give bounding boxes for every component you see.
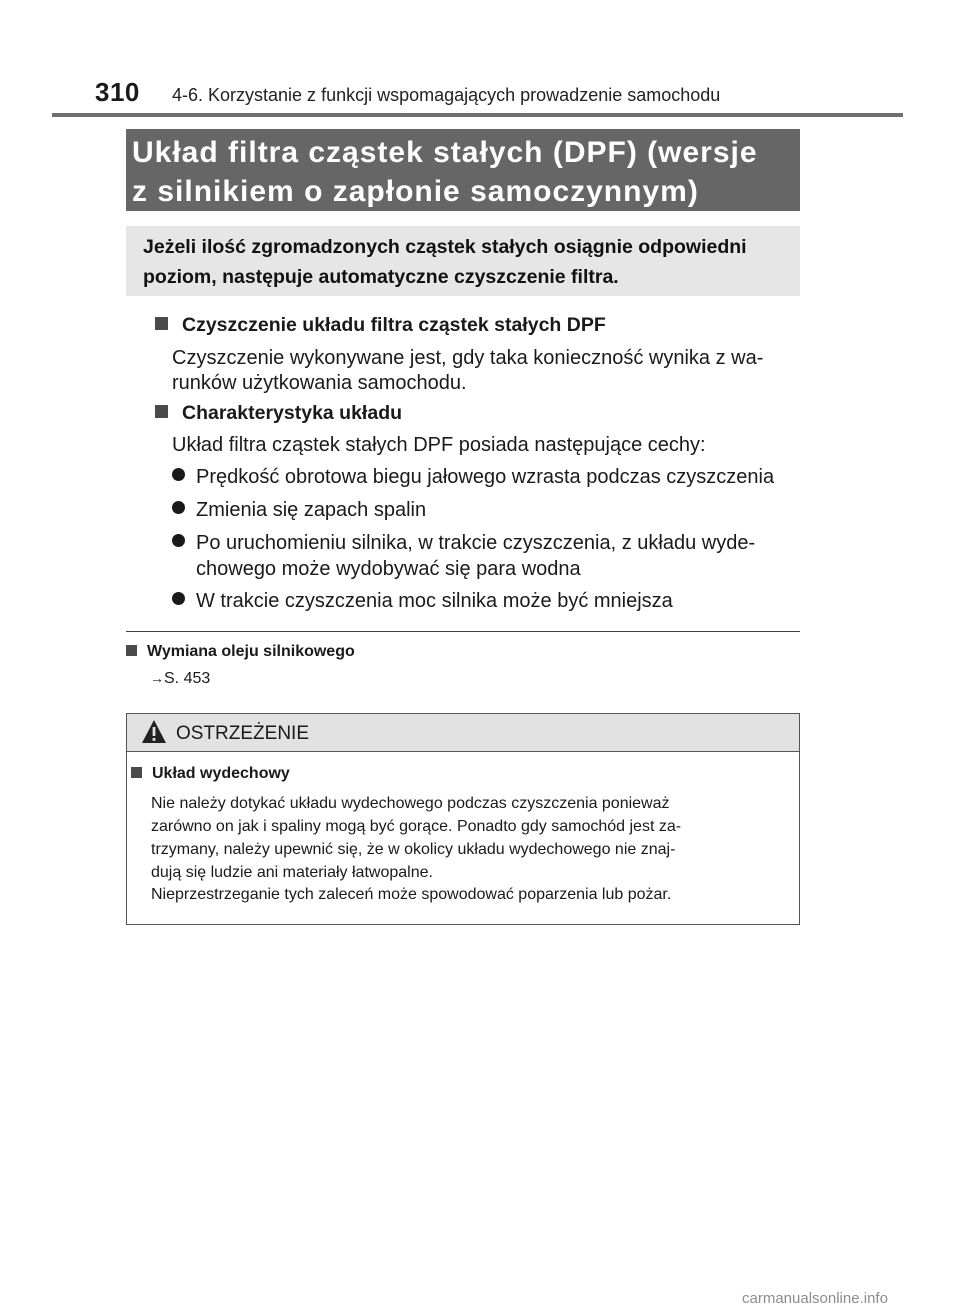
square-bullet-icon xyxy=(126,645,137,656)
square-bullet-icon xyxy=(155,317,168,330)
round-bullet-icon xyxy=(172,501,185,514)
warning-box xyxy=(126,713,800,925)
warning-text-line: trzymany, należy upewnić się, że w okolicy układu wydechowego nie znaj- xyxy=(151,841,676,858)
warning-subheading: Układ wydechowy xyxy=(131,765,290,783)
note-heading: Wymiana oleju silnikowego xyxy=(126,643,355,661)
round-bullet-icon xyxy=(172,534,185,547)
warning-text-line: dują się ludzie ani materiały łatwopalne. xyxy=(151,864,433,881)
page-title xyxy=(126,129,800,211)
summary-line-2: poziom, następuje automatyczne czyszczenie filtra. xyxy=(143,266,619,288)
page-title-line-2: z silnikiem o zapłonie samoczynnym) xyxy=(132,175,699,208)
warning-text-line: zarówno on jak i spaliny mogą być gorące. Ponadto gdy samochód jest za- xyxy=(151,818,682,835)
list-item: Zmienia się zapach spalin xyxy=(172,496,426,525)
watermark: carmanualsonline.info xyxy=(742,1290,888,1307)
warning-triangle-icon xyxy=(141,719,167,745)
divider xyxy=(126,631,800,632)
section-header: 4-6. Korzystanie z funkcji wspomagających prowadzenie samochodu xyxy=(172,85,721,105)
section-heading-characteristics: Charakterystyka układu xyxy=(155,402,402,425)
characteristics-intro: Układ filtra cząstek stałych DPF posiada następujące cechy: xyxy=(172,434,706,456)
summary-line-1: Jeżeli ilość zgromadzonych cząstek stałych osiągnie odpowiedni xyxy=(143,236,747,258)
page-reference-link[interactable]: →S. 453 xyxy=(150,670,211,687)
list-item-continuation: chowego może wydobywać się para wodna xyxy=(196,558,581,580)
page-number: 310 xyxy=(95,77,140,107)
round-bullet-icon xyxy=(172,592,185,605)
summary-box xyxy=(126,226,800,296)
warning-title: OSTRZEŻENIE xyxy=(176,723,310,744)
round-bullet-icon xyxy=(172,468,185,481)
warning-text-line: Nieprzestrzeganie tych zaleceń może spowodować poparzenia lub pożar. xyxy=(151,886,672,903)
list-item: W trakcie czyszczenia moc silnika może być mniejsza xyxy=(172,587,673,616)
warning-header xyxy=(127,714,799,752)
page-title-line-1: Układ filtra cząstek stałych (DPF) (wersje xyxy=(132,136,758,169)
square-bullet-icon xyxy=(155,405,168,418)
arrow-right-icon: → xyxy=(150,670,164,686)
warning-text-line: Nie należy dotykać układu wydechowego podczas czyszczenia ponieważ xyxy=(151,795,670,812)
cleaning-text-line-1: Czyszczenie wykonywane jest, gdy taka konieczność wynika z wa- xyxy=(172,347,764,369)
list-item: Prędkość obrotowa biegu jałowego wzrasta podczas czyszczenia xyxy=(172,463,774,492)
section-heading-cleaning: Czyszczenie układu filtra cząstek stałych DPF xyxy=(155,314,606,337)
list-item: Po uruchomieniu silnika, w trakcie czyszczenia, z układu wyde- xyxy=(172,529,755,558)
square-bullet-icon xyxy=(131,767,142,778)
header-rule xyxy=(52,113,903,117)
cleaning-text-line-2: runków użytkowania samochodu. xyxy=(172,372,467,394)
